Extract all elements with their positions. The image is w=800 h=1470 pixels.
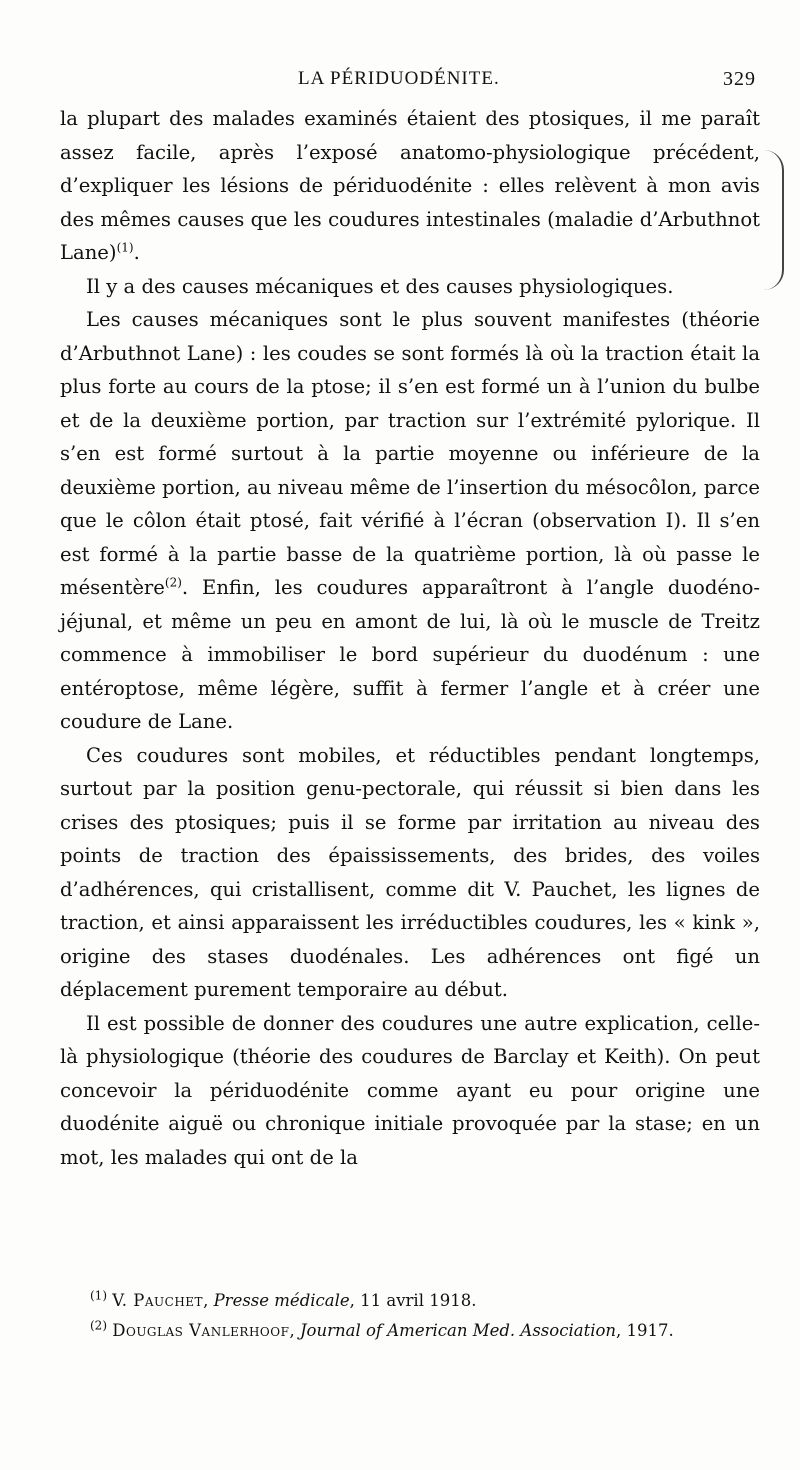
paragraph-text: la plupart des malades examinés étaient des ptosiques, il me paraît assez facile, après l’exposé anatomo-physiologique précédent, d’expliquer les lésions de périduodénite : elles relèvent à mon avis des mêmes causes que les coudures intestinales (maladie d’Arbuthnot Lane) [60, 107, 760, 264]
footnote-rest: , 1917. [616, 1321, 674, 1340]
paragraph-tail: . [133, 241, 140, 264]
footnotes [90, 1286, 750, 1346]
footnote-author: Douglas Vanlerhoof [112, 1321, 290, 1340]
margin-bracket-mark [764, 150, 784, 290]
paragraph [60, 270, 760, 304]
footnote-marker: (2) [90, 1318, 107, 1333]
footnote-ref: (2) [164, 575, 182, 590]
footnote-rest: , 11 avril 1918. [349, 1291, 477, 1310]
paragraph [60, 303, 760, 739]
paragraph-text: Il est possible de donner des coudures une autre explication, celle-là physiologique (théorie des coudures de Barclay et Keith). On peut concevoir la périduodénite comme ayant eu pour origine une duodénite aiguë ou chronique initiale provoquée par la stase; en un mot, les malades qui ont de la [60, 1011, 760, 1169]
footnote: $^{(1)}$ V. Pauchet, Presse médicale, 11 avril 1918. [90, 1288, 477, 1310]
paragraph-text: Les causes mécaniques sont le plus souvent manifestes (théorie d’Arbuthnot Lane) : les coudes se sont formés là où la traction était la plus forte au cours de la ptose; il s’en est formé un à l’union du bulbe et de la deuxième portion, par traction sur l’extrémité pylorique. Il s’en est formé surtout à la partie moyenne ou inférieure de la deuxième portion, au niveau même de l’insertion du mésocôlon, parce que le côlon était ptosé, fait vérifié à l’écran (observation I). Il s’en est formé à la partie basse de la quatrième portion, là où passe le mésentère [60, 308, 760, 599]
body-text [60, 102, 760, 1174]
paragraph [60, 102, 760, 270]
paragraph-text: Ces coudures sont mobiles, et réductibles pendant longtemps, surtout par la position genu-pectorale, qui réussit si bien dans les crises des ptosiques; puis il se forme par irritation au niveau des points de traction des épaississements, des brides, des voiles d’adhérences, qui cristallisent, comme dit V. Pauchet, les lignes de traction, et ainsi apparaissent les irréductibles coudures, les « kink », origine des stases duodénales. Les adhérences ont figé un déplacement purement temporaire au début. [60, 743, 760, 1001]
page-number: 329 [723, 68, 756, 90]
paragraph-text: Il y a des causes mécaniques et des causes physiologiques. [86, 274, 674, 298]
footnote: $^{(2)}$ Douglas Vanlerhoof, Journal of American Med. Association, 1917. [90, 1318, 674, 1340]
footnote-marker: (1) [90, 1288, 107, 1303]
running-title: LA PÉRIDUODÉNITE. [298, 68, 500, 89]
paragraph [60, 739, 760, 1007]
paragraph [60, 1007, 760, 1175]
running-header [60, 58, 760, 102]
footnote-journal: Presse médicale [213, 1291, 350, 1310]
footnote-author: V. Pauchet [112, 1291, 204, 1310]
footnote-ref: (1) [116, 240, 134, 255]
paragraph-tail: . Enfin, les coudures apparaîtront à l’angle duodéno-jéjunal, et même un peu en amont de lui, là où le muscle de Treitz commence à immobiliser le bord supérieur du duodénum : une entéroptose, même légère, suffit à fermer l’angle et à créer une coudure de Lane. [60, 576, 760, 733]
footnote-journal: Journal of American Med. Association [299, 1321, 617, 1340]
